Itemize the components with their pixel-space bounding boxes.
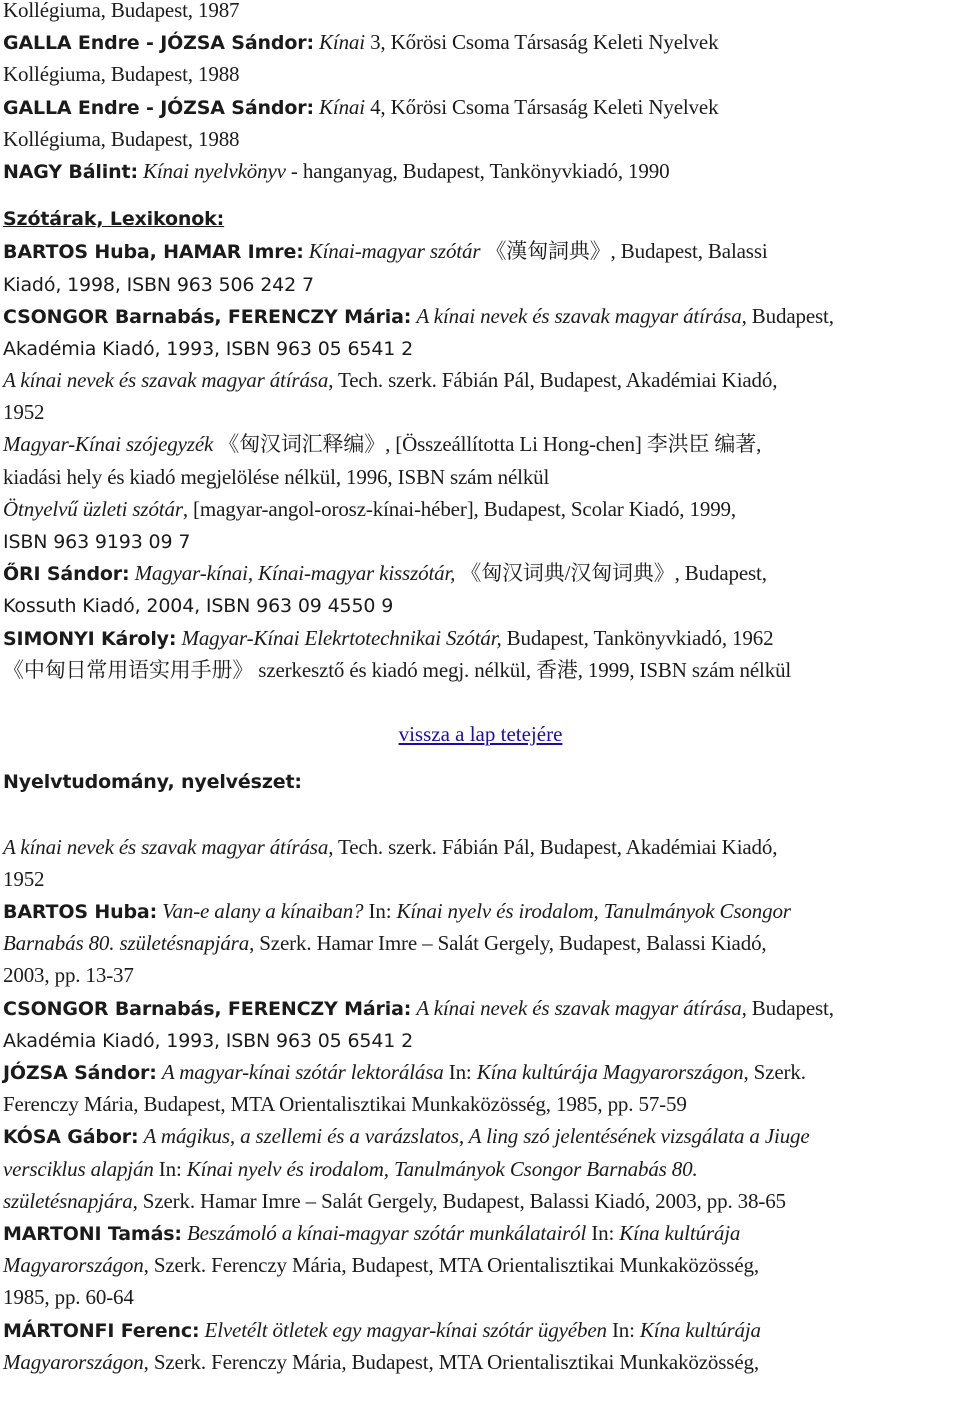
- citation-text: In:: [153, 1156, 187, 1181]
- citation-text: Kollégiuma, Budapest, 1987: [3, 0, 240, 22]
- work-title: A magyar-kínai szótár lektorálása: [161, 1060, 444, 1084]
- bibliography-line: [3, 364, 958, 396]
- bibliography-line: [3, 428, 958, 460]
- citation-text: Budapest, Tankönyvkiadó, 1962: [501, 625, 774, 650]
- bibliography-line: [3, 1346, 958, 1378]
- bibliography-line: [3, 927, 958, 959]
- spacer: [3, 187, 958, 203]
- bibliography-line: [3, 589, 958, 621]
- citation-text: , Szerk. Ferenczy Mária, Budapest, MTA Orientalisztikai Munkaközösség,: [143, 1349, 759, 1374]
- citation-text: 《匈汉词典/汉匈词典》, Budapest,: [455, 561, 767, 586]
- author-name: GALLA Endre - JÓZSA Sándor:: [3, 96, 314, 119]
- citation-text: ISBN 963 9193 09 7: [3, 531, 191, 553]
- work-title: Van-e alany a kínaiban?: [162, 899, 364, 924]
- bibliography-line: [3, 1217, 958, 1249]
- bibliography-line: [3, 26, 958, 58]
- linguistics-list: [3, 831, 958, 1378]
- author-name: JÓZSA Sándor:: [3, 1062, 157, 1084]
- citation-text: , Tech. szerk. Fábián Pál, Budapest, Akadémiai Kiadó,: [328, 368, 778, 393]
- citation-text: 1952: [3, 866, 45, 891]
- work-title: Kínai: [319, 30, 365, 55]
- bibliography-line: [3, 58, 958, 90]
- work-title: A mágikus, a szellemi és a varázslatos, A ling szó jelentésének vizsgálata a Jiuge: [143, 1124, 810, 1149]
- work-title: A kínai nevek és szavak magyar átírása: [3, 834, 329, 859]
- author-name: NAGY Bálint:: [3, 160, 138, 183]
- work-title: Barnabás 80. születésnapjára: [3, 931, 250, 956]
- author-name: BARTOS Huba:: [3, 901, 158, 924]
- citation-text: 2003, pp. 13-37: [3, 963, 134, 988]
- author-name: SIMONYI Károly:: [3, 627, 177, 650]
- section-heading-linguistics: Nyelvtudomány, nyelvészet:: [3, 771, 302, 794]
- citation-text: 1985, pp. 60-64: [3, 1285, 134, 1310]
- bibliography-line: [3, 863, 958, 895]
- work-title: versciklus alapján: [3, 1156, 154, 1181]
- work-title: Kínai-magyar szótár: [308, 239, 481, 264]
- bibliography-line: [3, 1153, 958, 1185]
- work-title: születésnapjára: [3, 1188, 133, 1213]
- bibliography-line: [3, 155, 958, 187]
- author-name: ŐRI Sándor:: [3, 563, 130, 586]
- work-title: Kína kultúrája: [619, 1220, 741, 1245]
- citation-text: , [magyar-angol-orosz-kínai-héber], Budapest, Scolar Kiadó, 1999,: [182, 496, 737, 521]
- work-title: Elvetélt ötletek egy magyar-kínai szótár ügyében: [204, 1317, 607, 1342]
- citation-text: , Szerk. Ferenczy Mária, Budapest, MTA Orientalisztikai Munkaközösség,: [143, 1253, 759, 1278]
- citation-text: Kollégiuma, Budapest, 1988: [3, 62, 240, 87]
- work-title: Beszámoló a kínai-magyar szótár munkálatairól: [186, 1220, 587, 1245]
- bibliography-line: [3, 300, 958, 332]
- citation-text: In:: [363, 899, 397, 924]
- work-title: Magyar-Kínai Elekrtotechnikai Szótár,: [181, 625, 502, 650]
- work-title: A kínai nevek és szavak magyar átírása: [416, 303, 742, 328]
- work-title: Magyarországon: [3, 1349, 144, 1374]
- work-title: A kínai nevek és szavak magyar átírása: [3, 368, 329, 393]
- work-title: Ötnyelvű üzleti szótár: [3, 496, 183, 521]
- citation-text: In:: [606, 1317, 640, 1342]
- citation-text: 4, Kőrösi Csoma Társaság Keleti Nyelvek: [364, 94, 719, 119]
- bibliography-line: [3, 525, 958, 557]
- spacer: [3, 799, 958, 831]
- author-name: CSONGOR Barnabás, FERENCZY Mária:: [3, 305, 412, 328]
- work-title: Kínai nyelv és irodalom, Tanulmányok Csongor: [396, 899, 791, 924]
- citation-text: Akadémia Kiadó, 1993, ISBN 963 05 6541 2: [3, 337, 414, 360]
- citation-text: 《中匈日常用语实用手册》 szerkesztő és kiadó megj. nélkül, 香港, 1999, ISBN szám nélkül: [3, 657, 792, 682]
- work-title: Kínai nyelv és irodalom, Tanulmányok Csongor Barnabás 80.: [186, 1156, 698, 1181]
- bibliography-line: [3, 123, 958, 155]
- citation-text: - hanganyag, Budapest, Tankönyvkiadó, 1990: [285, 158, 670, 183]
- bibliography-line: [3, 1088, 958, 1120]
- bibliography-line: [3, 895, 958, 927]
- author-name: MÁRTONFI Ferenc:: [3, 1319, 200, 1342]
- bibliography-line: [3, 1120, 958, 1152]
- citation-text: , Tech. szerk. Fábián Pál, Budapest, Akadémiai Kiadó,: [328, 834, 778, 859]
- bibliography-line: [3, 332, 958, 364]
- bibliography-continuation: [3, 0, 958, 187]
- bibliography-line: [3, 622, 958, 654]
- bibliography-line: [3, 268, 958, 300]
- work-title: Kína kultúrája Magyarországon: [476, 1060, 744, 1084]
- author-name: CSONGOR Barnabás, FERENCZY Mária:: [3, 997, 412, 1020]
- citation-text: Kollégiuma, Budapest, 1988: [3, 126, 240, 151]
- bibliography-line: [3, 557, 958, 589]
- citation-text: Kossuth Kiadó, 2004, ISBN 963 09 4550 9: [3, 595, 394, 618]
- work-title: Kína kultúrája: [639, 1317, 761, 1342]
- bibliography-line: [3, 91, 958, 123]
- bibliography-line: [3, 1314, 958, 1346]
- citation-text: Akadémia Kiadó, 1993, ISBN 963 05 6541 2: [3, 1029, 414, 1052]
- citation-text: , Budapest,: [741, 303, 834, 328]
- bibliography-line: [3, 0, 958, 26]
- bibliography-line: [3, 235, 958, 267]
- citation-text: In:: [443, 1060, 477, 1084]
- citation-text: , Szerk. Hamar Imre – Salát Gergely, Budapest, Balassi Kiadó, 2003, pp. 38-65: [132, 1188, 786, 1213]
- bibliography-line: [3, 1281, 958, 1313]
- bibliography-line: [3, 396, 958, 428]
- bibliography-line: [3, 959, 958, 991]
- citation-text: 《匈汉词汇释编》, [Összeállította Li Hong-chen] 李洪臣 编著,: [213, 432, 762, 457]
- section-heading-dictionaries: Szótárak, Lexikonok:: [3, 208, 225, 231]
- work-title: Kínai: [319, 94, 365, 119]
- citation-text: Ferenczy Mária, Budapest, MTA Orientalisztikai Munkaközösség, 1985, pp. 57-59: [3, 1092, 687, 1117]
- bibliography-line: [3, 1249, 958, 1281]
- citation-text: , Szerk. Hamar Imre – Salát Gergely, Budapest, Balassi Kiadó,: [249, 931, 767, 956]
- work-title: Kínai nyelvkönyv: [143, 158, 286, 183]
- spacer: [3, 686, 958, 718]
- spacer: [3, 750, 958, 766]
- bibliography-line: [3, 1024, 958, 1056]
- citation-text: 《漢匈詞典》, Budapest, Balassi: [480, 239, 768, 264]
- bibliography-line: [3, 1056, 958, 1088]
- bibliography-line: [3, 493, 958, 525]
- bibliography-line: [3, 654, 958, 686]
- bibliography-line: [3, 831, 958, 863]
- work-title: Magyar-Kínai szójegyzék: [3, 432, 214, 457]
- bibliography-line: [3, 1185, 958, 1217]
- citation-text: , Szerk.: [743, 1060, 806, 1084]
- work-title: Magyarországon: [3, 1253, 144, 1278]
- dictionaries-list: [3, 235, 958, 686]
- document-page: [3, 0, 958, 1378]
- author-name: MARTONI Tamás:: [3, 1222, 182, 1245]
- citation-text: In:: [586, 1220, 620, 1245]
- back-to-top-link[interactable]: vissza a lap tetejére: [398, 722, 563, 747]
- citation-text: 3, Kőrösi Csoma Társaság Keleti Nyelvek: [364, 30, 719, 55]
- author-name: GALLA Endre - JÓZSA Sándor:: [3, 32, 314, 55]
- bibliography-line: [3, 461, 958, 493]
- work-title: Magyar-kínai, Kínai-magyar kisszótár,: [134, 561, 456, 586]
- citation-text: , Budapest,: [741, 995, 834, 1020]
- citation-text: kiadási hely és kiadó megjelölése nélkül, 1996, ISBN szám nélkül: [3, 464, 550, 489]
- bibliography-line: [3, 992, 958, 1024]
- work-title: A kínai nevek és szavak magyar átírása: [416, 995, 742, 1020]
- citation-text: Kiadó, 1998, ISBN 963 506 242 7: [3, 273, 314, 296]
- citation-text: 1952: [3, 400, 45, 425]
- author-name: KÓSA Gábor:: [3, 1126, 139, 1149]
- author-name: BARTOS Huba, HAMAR Imre:: [3, 241, 304, 264]
- back-to-top-row: [3, 718, 958, 750]
